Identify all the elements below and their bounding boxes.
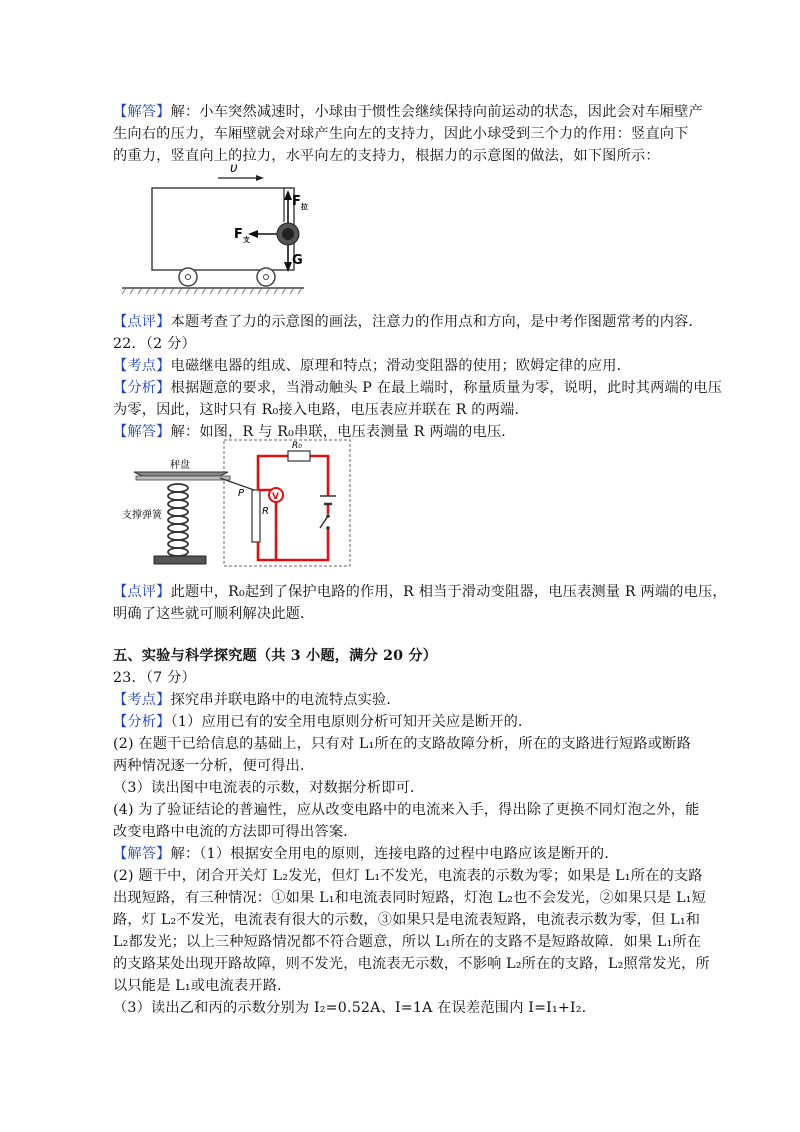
pan-label: 秤盘 [170, 460, 190, 471]
q23-answer-line-2: (2) 题干中，闭合开关灯 L₂发光，但灯 L₁不发光，电流表的示数为零；如果是 L₁所在的支路 [113, 868, 703, 884]
section-title: 五、实验与科学探究题（共 3 小题，满分 20 分） [113, 648, 438, 664]
text: 探究串并联电路中的电流特点实验． [170, 692, 401, 708]
cart-force-diagram [118, 160, 308, 298]
r0-label: R₀ [292, 441, 302, 451]
velocity-label: υ [230, 161, 238, 176]
q23-keypoint [113, 690, 401, 710]
q22-header: 22．（2 分） [113, 336, 196, 352]
r-label: R [262, 506, 269, 517]
q23-analysis-line-4: （3）读出图中电流表的示数，对数据分析即可． [113, 780, 425, 796]
answer-tag: 【解答】 [113, 104, 171, 120]
text: 本题考查了力的示意图的画法，注意力的作用点和方向，是中考作图题常考的内容． [170, 314, 703, 330]
q23-answer-line-7: 以只能是 L₁或电流表开路． [113, 978, 292, 994]
text: 此题中，R₀起到了保护电路的作用，R 相当于滑动变阻器，电压表测量 R 两端的电压， [170, 584, 727, 600]
q23-answer-line-1 [113, 844, 619, 864]
scale-circuit-diagram [120, 438, 352, 570]
q22-keypoint [113, 356, 631, 376]
text: 根据题意的要求，当滑动触头 P 在最上端时，称量质量为零，说明，此时其两端的电压 [170, 380, 723, 396]
analysis-tag: 【分析】 [113, 380, 171, 396]
text: 解：（1）根据安全用电的原则，连接电路的过程中电路应该是断开的． [170, 846, 619, 862]
f-up-label: $F_拉$ [292, 194, 308, 211]
q23-analysis-line-1 [113, 712, 532, 732]
resistor-r0 [288, 451, 310, 461]
comment-tag: 【点评】 [113, 584, 171, 600]
q21-answer-line-2: 生向右的压力，车厢壁就会对球产生向左的支持力，因此小球受到三个力的作用：竖直向下 [113, 126, 689, 142]
keypoint-tag: 【考点】 [113, 692, 171, 708]
q21-answer-line-1 [113, 102, 703, 122]
q22-comment-line-1 [113, 582, 727, 602]
q23-answer-line-5: L₂都发光；以上三种短路情况都不符合题意，所以 L₁所在的支路不是短路故障．如果 L₁所在 [113, 934, 702, 950]
spring-label: 支撑弹簧 [122, 510, 162, 521]
text: 电磁继电器的组成、原理和特点；滑动变阻器的使用；欧姆定律的应用． [170, 358, 631, 374]
comment-tag: 【点评】 [113, 314, 171, 330]
q22-analysis-line-2: 为零，因此，这时只有 R₀接入电路，电压表应并联在 R 的两端． [113, 402, 529, 418]
wheel-right [257, 268, 275, 286]
q23-answer-line-4: 路，灯 L₂不发光，电流表有很大的示数，③如果只是电流表短路，电流表示数为零，但 L₁和 [113, 912, 701, 928]
wheel-left [179, 268, 197, 286]
q23-analysis-line-3: 两种情况逐一分析，便可得出． [113, 758, 315, 774]
p-label: P [238, 488, 245, 499]
text: 解：小车突然减速时，小球由于惯性会继续保持向前运动的状态，因此会对车厢壁产 [170, 104, 703, 120]
spring [168, 484, 188, 556]
resistor-r [252, 490, 260, 542]
text: 解：如图，R 与 R₀串联，电压表测量 R 两端的电压． [170, 424, 516, 440]
q23-answer-line-6: 的支路某处出现开路故障，则不发光，电流表无示数，不影响 L₂所在的支路，L₂照常发光，所 [113, 956, 710, 972]
keypoint-tag: 【考点】 [113, 358, 171, 374]
q22-analysis-line-1 [113, 378, 722, 398]
q23-analysis-line-2: (2) 在题干已给信息的基础上，只有对 L₁所在的支路故障分析，所在的支路进行短路或断路 [113, 736, 691, 752]
analysis-tag: 【分析】 [113, 714, 171, 730]
g-label: G [292, 253, 303, 268]
voltmeter-label: V [272, 492, 279, 502]
q22-comment-line-2: 明确了这些就可顺利解决此题． [113, 606, 315, 622]
text: （1）应用已有的安全用电原则分析可知开关应是断开的． [170, 714, 533, 730]
q23-analysis-line-5: (4) 为了验证结论的普遍性，应从改变电路中的电流来入手，得出除了更换不同灯泡之外，能 [113, 802, 700, 818]
q21-comment [113, 312, 703, 332]
q23-answer-line-3: 出现短路，有三种情况：①如果 L₁和电流表同时短路，灯泡 L₂也不会发光，②如果只是 L₁短 [113, 890, 706, 906]
answer-tag: 【解答】 [113, 846, 171, 862]
answer-tag: 【解答】 [113, 424, 171, 440]
q23-header: 23．（7 分） [113, 670, 196, 686]
q23-analysis-line-6: 改变电路中电流的方法即可得出答案． [113, 824, 358, 840]
f-left-label: $F_支$ [234, 227, 250, 244]
q21-answer-line-3: 的重力，竖直向上的拉力，水平向左的支持力，根据力的示意图的做法，如下图所示： [113, 148, 660, 164]
q23-answer-line-8: （3）读出乙和丙的示数分别为 I₂=0.52A、I=1A 在误差范围内 I=I₁+I₂. [113, 1000, 587, 1016]
cart-body [152, 188, 294, 270]
